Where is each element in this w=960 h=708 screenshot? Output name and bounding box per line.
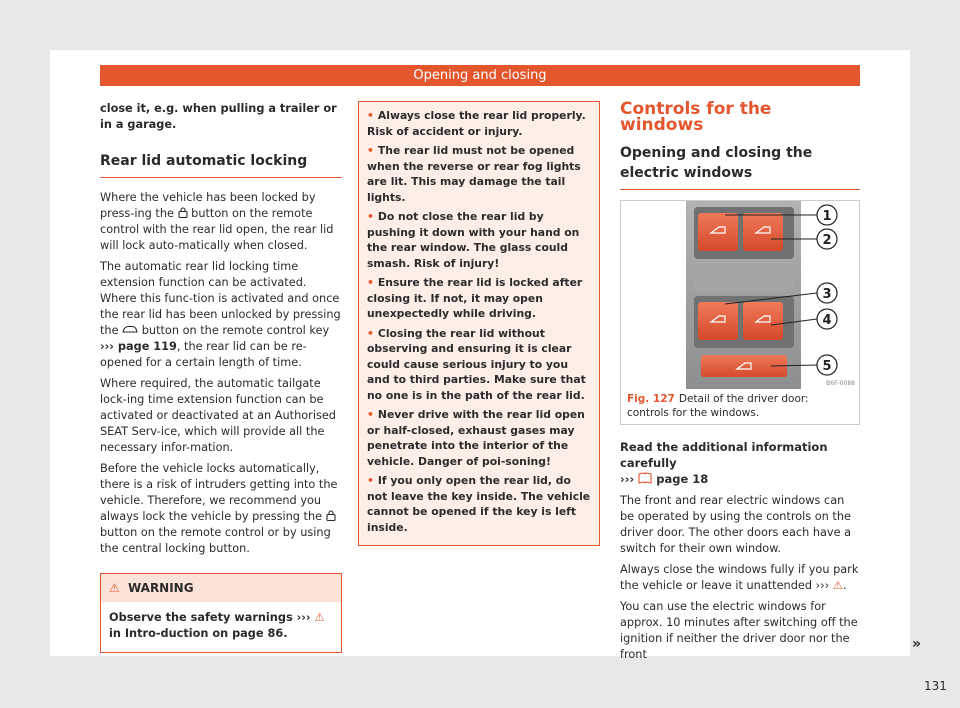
continue-mark: » [912, 636, 922, 652]
window-controls-illustration [621, 201, 859, 389]
chapter-title: Controls for the windows [620, 99, 772, 135]
warning-label: WARNING [127, 581, 194, 595]
book-icon [638, 472, 652, 484]
column-right [620, 101, 860, 668]
paragraph-1: Where the vehicle has been locked by press-ing the button on the remote control with the rear lid open, the rear lid will lock auto-matically when closed. [100, 191, 334, 252]
tailgate-icon [122, 325, 138, 334]
bullet-item: • Closing the rear lid without observing and ensuring it is clear could cause serious injury to you and to third parties. Make sure that no one is in the path of the rear lid. [367, 326, 591, 404]
warning-text: Observe the safety warnings ››› ⚠ in Intro-duction on page 86. [109, 611, 325, 640]
bullet-item: • Never drive with the rear lid open or half-closed, exhaust gases may penetrate into the interior of the vehicle. Danger of poi-soning! [367, 407, 591, 469]
paragraph-2: Always close the windows fully if you park the vehicle or leave it unattended ››› ⚠. [620, 563, 859, 592]
bullet-item: • Ensure the rear lid is locked after closing it. If not, it may open unexpectedly while driving. [367, 275, 591, 322]
paragraph-3: You can use the electric windows for approx. 10 minutes after switching off the ignition if neither the driver door nor the front [620, 600, 858, 661]
figure-code: B6F-0088 [826, 380, 855, 387]
callout-4: 4 [822, 313, 832, 328]
intro-text: close it, e.g. when pulling a trailer or in a garage. [100, 102, 337, 131]
callout-3: 3 [822, 287, 832, 302]
page-ref-link[interactable]: page 18 [656, 472, 709, 486]
section-title: Rear lid automatic locking [100, 153, 342, 178]
figure-number: Fig. 127 [627, 393, 675, 405]
warning-bullets [358, 101, 600, 546]
bullet-item: • Always close the rear lid properly. Risk of accident or injury. [367, 108, 591, 139]
page [50, 50, 947, 693]
warning-triangle-icon: ⚠ [109, 581, 120, 595]
page-number: 131 [924, 679, 947, 693]
callout-1: 1 [822, 209, 832, 224]
figure-caption: Fig. 127 Detail of the driver door: controls for the windows. [627, 393, 809, 419]
warning-triangle-icon: ⚠ [832, 579, 843, 592]
column-middle [358, 101, 600, 546]
page-header: Opening and closing [100, 65, 860, 86]
warning-box [100, 573, 342, 653]
warning-triangle-icon: ⚠ [314, 611, 325, 624]
figure [620, 200, 860, 425]
page-ref-link[interactable]: ››› page 119 [100, 340, 177, 353]
bullet-item: • The rear lid must not be opened when the reverse or rear fog lights are lit. This may damage the tail lights. [367, 143, 591, 205]
paragraph-4: Before the vehicle locks automatically, there is a risk of intruders getting into the vehicle. Therefore, we recommend you always lock the vehicle by pressing the button on the remote control or by using the central locking button. [100, 462, 338, 555]
lock-icon [326, 510, 336, 521]
paragraph-3: Where required, the automatic tailgate lock-ing time extension function can be activated or deactivated at an Authorised SEAT Serv-ice, which will provide all the necessary infor-mation. [100, 377, 336, 454]
read-more-note: Read the additional information carefully ››› page 18 [620, 440, 828, 486]
paragraph-1: The front and rear electric windows can be operated by using the controls on the driver door. The other doors each have a switch for their own window. [620, 494, 852, 555]
paragraph-2: The automatic rear lid locking time extension function can be activated. Where this func-tion is activated and once the rear lid has been unlocked by pressing the button on the remote control key ››› page 119, the rear lid can be re-opened for a certain length of time. [100, 260, 341, 369]
figure-image [621, 201, 859, 389]
bullet-item: • If you only open the rear lid, do not leave the key inside. The vehicle cannot be opened if the key is left inside. [367, 473, 591, 535]
callout-5: 5 [822, 359, 832, 374]
callout-2: 2 [822, 233, 832, 248]
warning-header [101, 574, 341, 602]
lock-icon [178, 207, 188, 218]
bullet-item: • Do not close the rear lid by pushing it down with your hand on the rear window. The glass could smash. Risk of injury! [367, 209, 591, 271]
column-left [100, 101, 342, 653]
section-subtitle: Opening and closing the electric windows [620, 143, 860, 190]
